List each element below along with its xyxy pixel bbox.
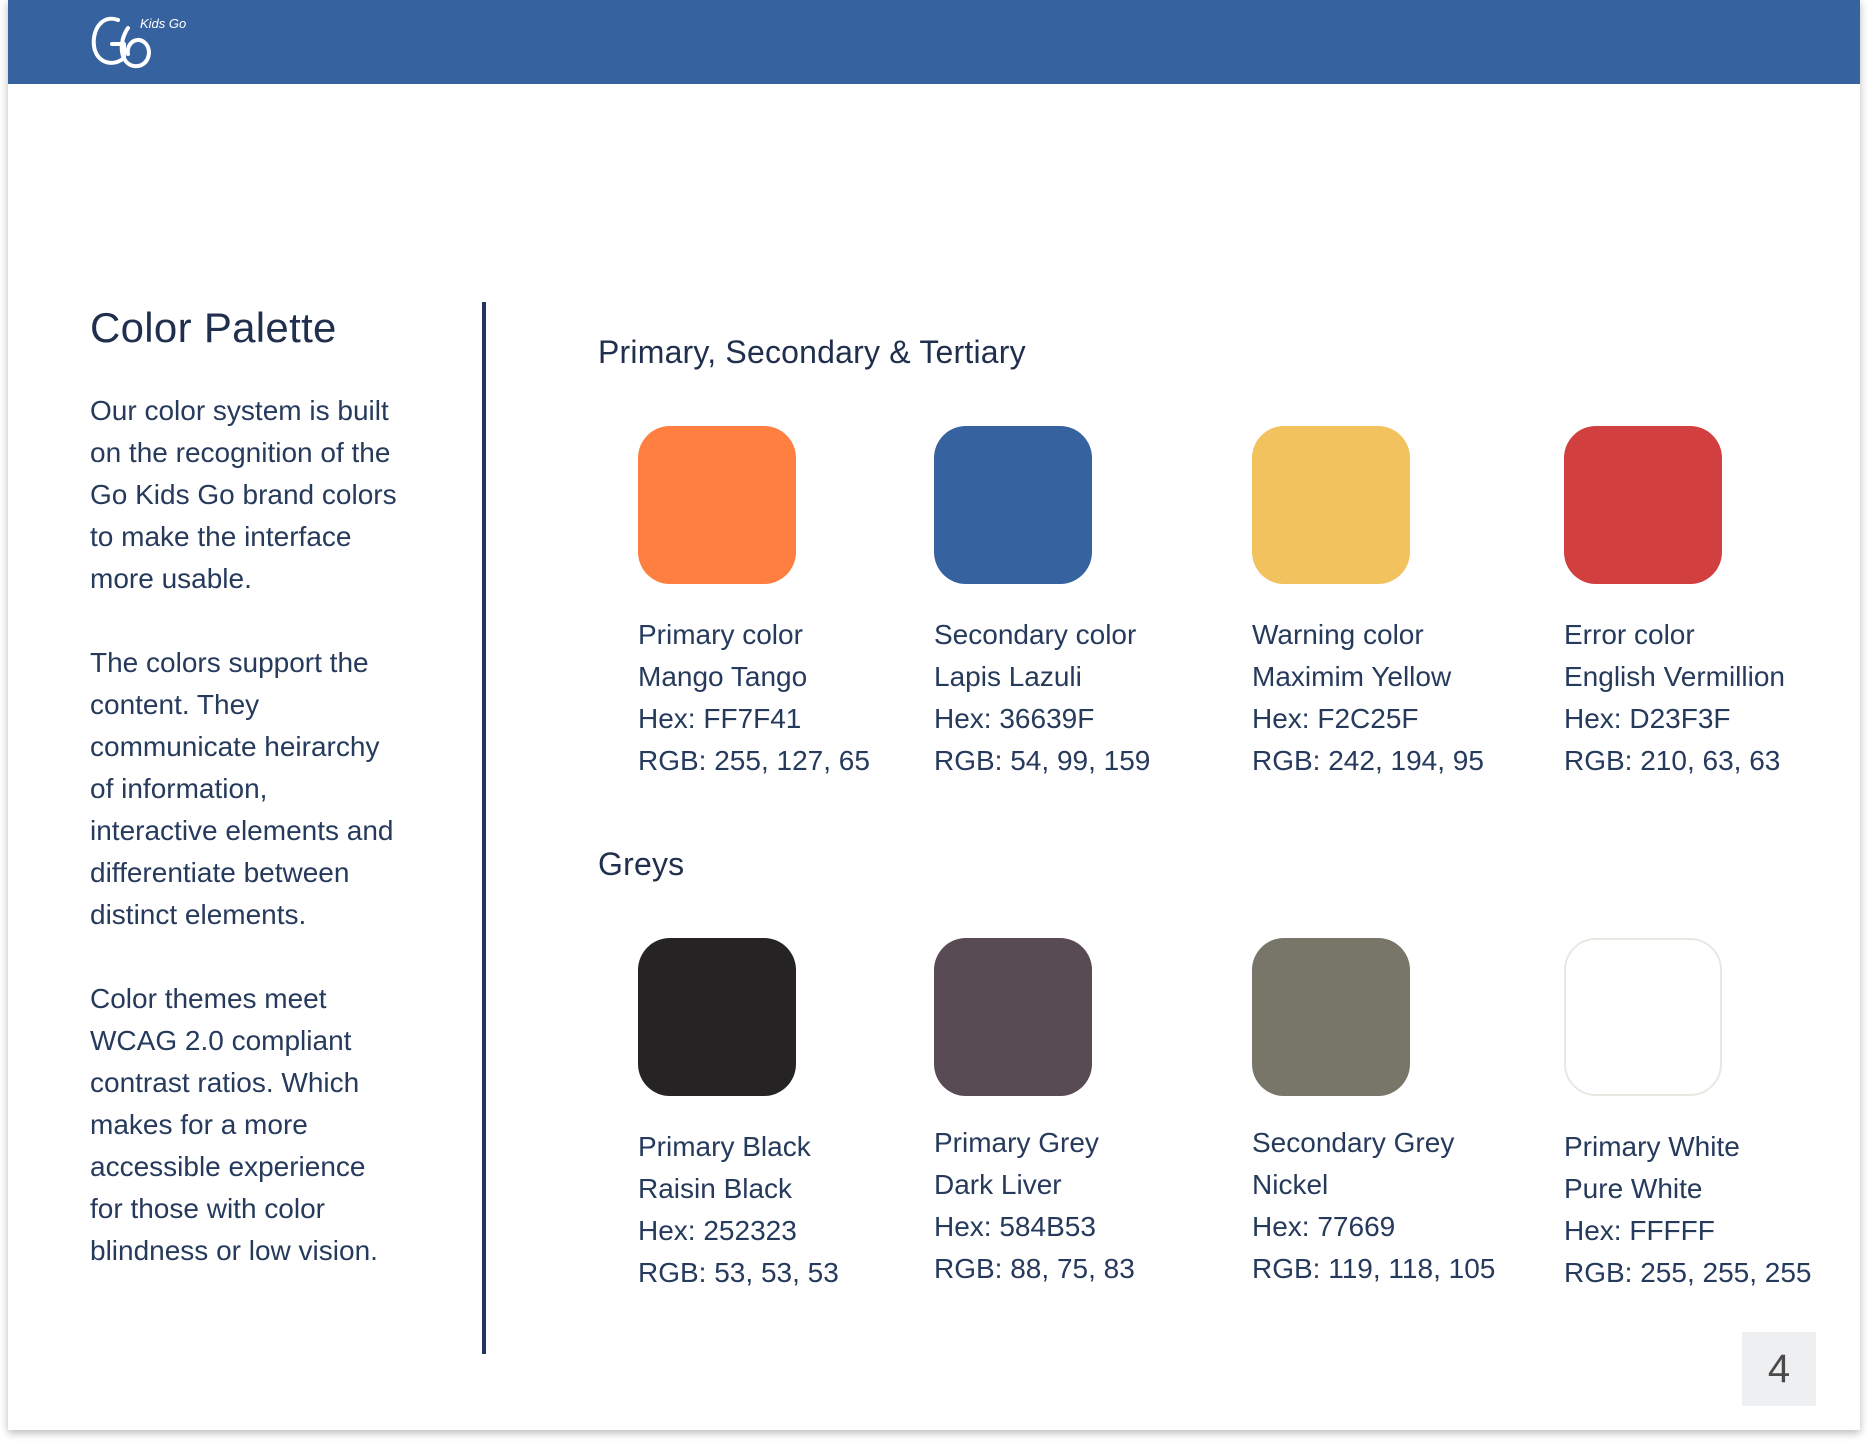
go-kids-go-logo: [88, 8, 208, 74]
color-role: Primary color: [638, 619, 803, 650]
color-rgb: RGB: 255, 255, 255: [1564, 1257, 1812, 1288]
color-hex: Hex: FFFFF: [1564, 1215, 1715, 1246]
color-role: Primary Black: [638, 1131, 811, 1162]
header-bar: [8, 0, 1860, 84]
color-role: Secondary color: [934, 619, 1137, 650]
svg-text:Kids Go: Kids Go: [140, 16, 187, 31]
slide-page: [8, 0, 1860, 1430]
color-role: Warning color: [1252, 619, 1424, 650]
color-rgb: RGB: 119, 118, 105: [1252, 1253, 1496, 1284]
color-hex: Hex: D23F3F: [1564, 703, 1731, 734]
color-info-lapis-lazuli: [934, 614, 1150, 782]
color-role: Error color: [1564, 619, 1695, 650]
color-name: English Vermillion: [1564, 661, 1785, 692]
color-hex: Hex: 36639F: [934, 703, 1095, 734]
page-title: Color Palette: [90, 304, 337, 351]
intro-paragraph-2: The colors support the content. They communicate heirarchy of information, interactive elements and differentiate between distinct elements.: [90, 647, 394, 930]
swatch-pure-white: [1564, 938, 1722, 1096]
swatch-dark-liver: [934, 938, 1092, 1096]
color-name: Mango Tango: [638, 661, 808, 692]
color-name: Lapis Lazuli: [934, 661, 1082, 692]
color-rgb: RGB: 242, 194, 95: [1252, 745, 1484, 776]
color-name: Pure White: [1564, 1173, 1703, 1204]
primary-section-heading: Primary, Secondary & Tertiary: [598, 334, 1026, 370]
color-name: Dark Liver: [934, 1169, 1062, 1200]
swatch-lapis-lazuli: [934, 426, 1092, 584]
color-info-dark-liver: [934, 1122, 1135, 1290]
color-rgb: RGB: 53, 53, 53: [638, 1257, 839, 1288]
color-rgb: RGB: 210, 63, 63: [1564, 745, 1781, 776]
color-hex: Hex: 584B53: [934, 1211, 1096, 1242]
color-name: Maximim Yellow: [1252, 661, 1452, 692]
color-rgb: RGB: 88, 75, 83: [934, 1253, 1135, 1284]
swatch-nickel: [1252, 938, 1410, 1096]
intro-paragraph-1: Our color system is built on the recognition of the Go Kids Go brand colors to make the interface more usable.: [90, 395, 397, 594]
swatch-maximim-yellow: [1252, 426, 1410, 584]
color-name: Raisin Black: [638, 1173, 793, 1204]
page-number: 4: [1742, 1332, 1816, 1406]
color-hex: Hex: 252323: [638, 1215, 797, 1246]
color-info-raisin-black: [638, 1126, 839, 1294]
color-info-pure-white: [1564, 1126, 1812, 1294]
intro-paragraph-3: Color themes meet WCAG 2.0 compliant contrast ratios. Which makes for a more accessible experience for those with color blindness or low vision.: [90, 983, 378, 1266]
swatch-raisin-black: [638, 938, 796, 1096]
color-role: Secondary Grey: [1252, 1127, 1455, 1158]
color-hex: Hex: FF7F41: [638, 703, 802, 734]
color-role: Primary Grey: [934, 1127, 1099, 1158]
swatch-mango-tango: [638, 426, 796, 584]
color-hex: Hex: F2C25F: [1252, 703, 1419, 734]
color-rgb: RGB: 54, 99, 159: [934, 745, 1151, 776]
color-info-mango-tango: [638, 614, 870, 782]
color-hex: Hex: 77669: [1252, 1211, 1396, 1242]
color-info-maximim-yellow: [1252, 614, 1484, 782]
vertical-divider: [482, 302, 486, 1354]
color-rgb: RGB: 255, 127, 65: [638, 745, 870, 776]
intro-column: [90, 304, 470, 1314]
color-role: Primary White: [1564, 1131, 1740, 1162]
color-info-nickel: [1252, 1122, 1495, 1290]
color-info-english-vermillion: [1564, 614, 1785, 782]
color-name: Nickel: [1252, 1169, 1329, 1200]
greys-section-heading: Greys: [598, 846, 685, 882]
swatch-english-vermillion: [1564, 426, 1722, 584]
